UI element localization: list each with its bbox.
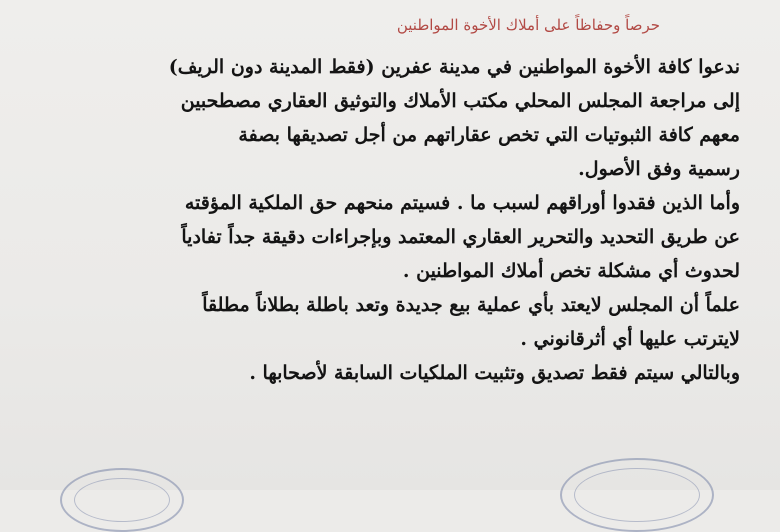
- notice-line: وبالتالي سيتم فقط تصديق وتثبيت الملكيات السابقة لأصحابها .: [249, 362, 740, 384]
- official-stamp-right: [560, 458, 714, 532]
- stamp-inner-ring: [574, 468, 700, 522]
- official-stamp-left: [60, 468, 184, 532]
- notice-heading: حرصاً وحفاظاً على أملاك الأخوة المواطنين: [396, 16, 660, 34]
- stamp-inner-ring: [74, 478, 170, 522]
- notice-body: [40, 50, 740, 390]
- notice-line: عن طريق التحديد والتحرير العقاري المعتمد وبإجراءات دقيقة جداً تفادياً: [181, 226, 740, 248]
- notice-line: لايترتب عليها أي أثرقانوني .: [520, 328, 740, 350]
- notice-line: معهم كافة الثبوتيات التي تخص عقاراتهم من أجل تصديقها بصفة: [238, 124, 740, 146]
- notice-line: وأما الذين فقدوا أوراقهم لسبب ما . فسيتم منحهم حق الملكية المؤقته: [184, 192, 740, 214]
- notice-line: رسمية وفق الأصول.: [578, 158, 740, 180]
- notice-line: ندعوا كافة الأخوة المواطنين في مدينة عفرين (فقط المدينة دون الريف): [168, 56, 740, 78]
- notice-line: علماً أن المجلس لايعتد بأي عملية بيع جديدة وتعد باطلة بطلاناً مطلقاً: [202, 294, 740, 316]
- notice-line: لحدوث أي مشكلة تخص أملاك المواطنين .: [402, 260, 740, 282]
- notice-line: إلى مراجعة المجلس المحلي مكتب الأملاك والتوثيق العقاري مصطحبين: [180, 90, 740, 112]
